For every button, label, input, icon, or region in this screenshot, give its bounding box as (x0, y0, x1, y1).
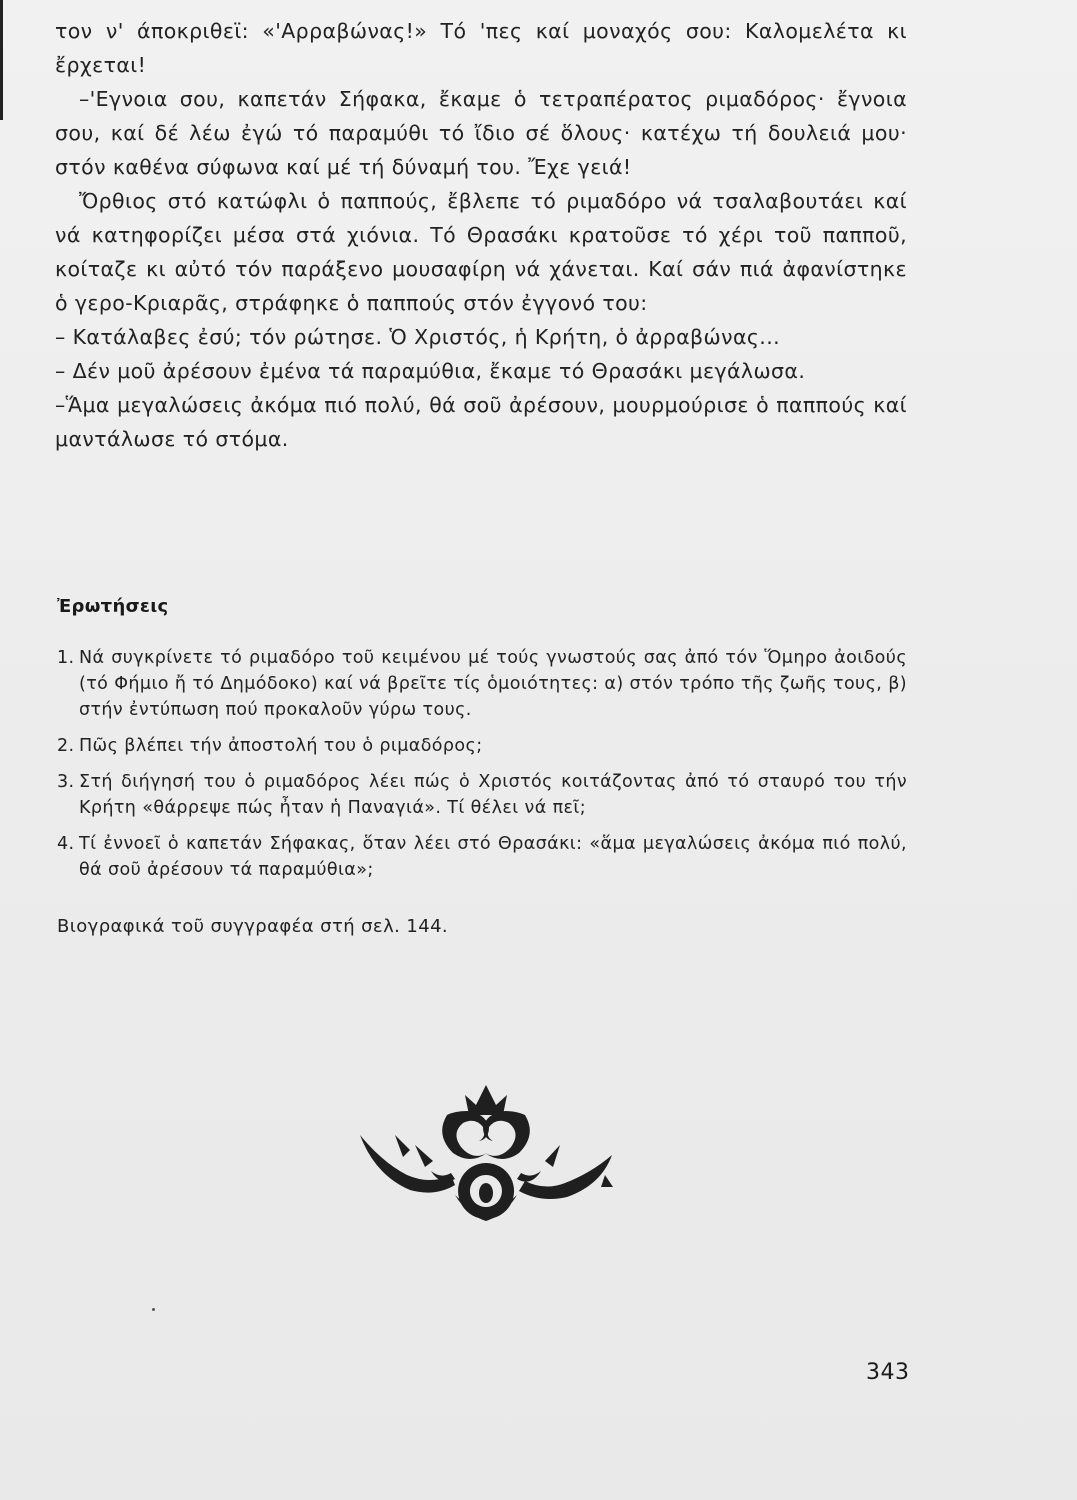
question-text: Τί ἐννοεῖ ὁ καπετάν Σήφακας, ὅταν λέει στό Θρασάκι: «ἅμα μεγαλώσεις ἀκόμα πιό πολύ, θά σοῦ ἀρέσουν τά παραμύθια»; (79, 834, 907, 880)
question-number: 3. (57, 772, 75, 792)
question-number: 1. (57, 648, 75, 668)
question-number: 2. (57, 736, 75, 756)
questions-list (57, 645, 907, 893)
speck (152, 1308, 155, 1311)
question-number: 4. (57, 834, 75, 854)
paragraph: τον ν' άποκριθεϊ: «'Αρραβώνας!» Τό 'πες καί μοναχός σου: Καλομελέτα κι ἔρχεται! (55, 19, 907, 77)
question-item (57, 769, 907, 821)
question-item (57, 733, 907, 759)
question-text: Πῶς βλέπει τήν ἀποστολή του ὁ ριμαδόρος; (79, 736, 483, 756)
paragraph: –'Εγνοια σου, καπετάν Σήφακα, ἔκαμε ὁ τετραπέρατος ριμαδόρος· ἔγνοια σου, καί δέ λέω ἐγώ τό παραμύθι τό ἴδιο σέ ὅλους· κατέχω τή δουλειά μου· στόν καθένα σύφωνα καί μέ τή δύναμή του. Ἔχε γειά! (55, 87, 907, 179)
decorative-ornament-icon (355, 1075, 617, 1225)
questions-heading: Ἐρωτήσεις (57, 596, 169, 617)
question-text: Στή διήγησή του ὁ ριμαδόρος λέει πώς ὁ Χριστός κοιτάζοντας ἀπό τό σταυρό του τήν Κρήτη «θάρρεψε πώς ἦταν ἡ Παναγιά». Τί θέλει νά πεῖ; (79, 772, 907, 818)
edge-mark (0, 0, 3, 120)
paragraph: Ὄρθιος στό κατώφλι ὁ παππούς, ἔβλεπε τό ριμαδόρο νά τσαλαβουτάει καί νά κατηφορίζει μέσα στά χιόνια. Τό Θρασάκι κρατοῦσε τό χέρι τοῦ παπποῦ, κοίταζε κι αὐτό τόν παράξενο μουσαφίρη νά χάνεται. Καί σάν πιά ἀφανίστηκε ὁ γερο-Κριαρᾶς, στράφηκε ὁ παππούς στόν ἐγγονό του: (55, 189, 907, 315)
page-number: 343 (866, 1360, 910, 1385)
question-text: Νά συγκρίνετε τό ριμαδόρο τοῦ κειμένου μέ τούς γνωστούς σας ἀπό τόν Ὅμηρο ἀοιδούς (τό Φήμιο ἤ τό Δημόδοκο) καί νά βρεῖτε τίς ὁμοιότητες: α) στόν τρόπο τῆς ζωῆς τους, β) στήν ἐντύπωση πού προκαλοῦν γύρω τους. (79, 648, 907, 720)
narrative-text (55, 14, 907, 456)
dialogue-line: – Κατάλαβες ἐσύ; τόν ρώτησε. Ὁ Χριστός, ἡ Κρήτη, ὁ ἀρραβώνας... (55, 325, 781, 349)
question-item (57, 831, 907, 883)
biography-note: Βιογραφικά τοῦ συγγραφέα στή σελ. 144. (57, 916, 449, 937)
question-item (57, 645, 907, 723)
dialogue-line: – Δέν μοῦ ἀρέσουν ἐμένα τά παραμύθια, ἔκαμε τό Θρασάκι μεγάλωσα. (55, 359, 806, 383)
dialogue-line: –Ἅμα μεγαλώσεις ἀκόμα πιό πολύ, θά σοῦ ἀρέσουν, μουρμούρισε ὁ παππούς καί μαντάλωσε τό στόμα. (55, 393, 907, 451)
